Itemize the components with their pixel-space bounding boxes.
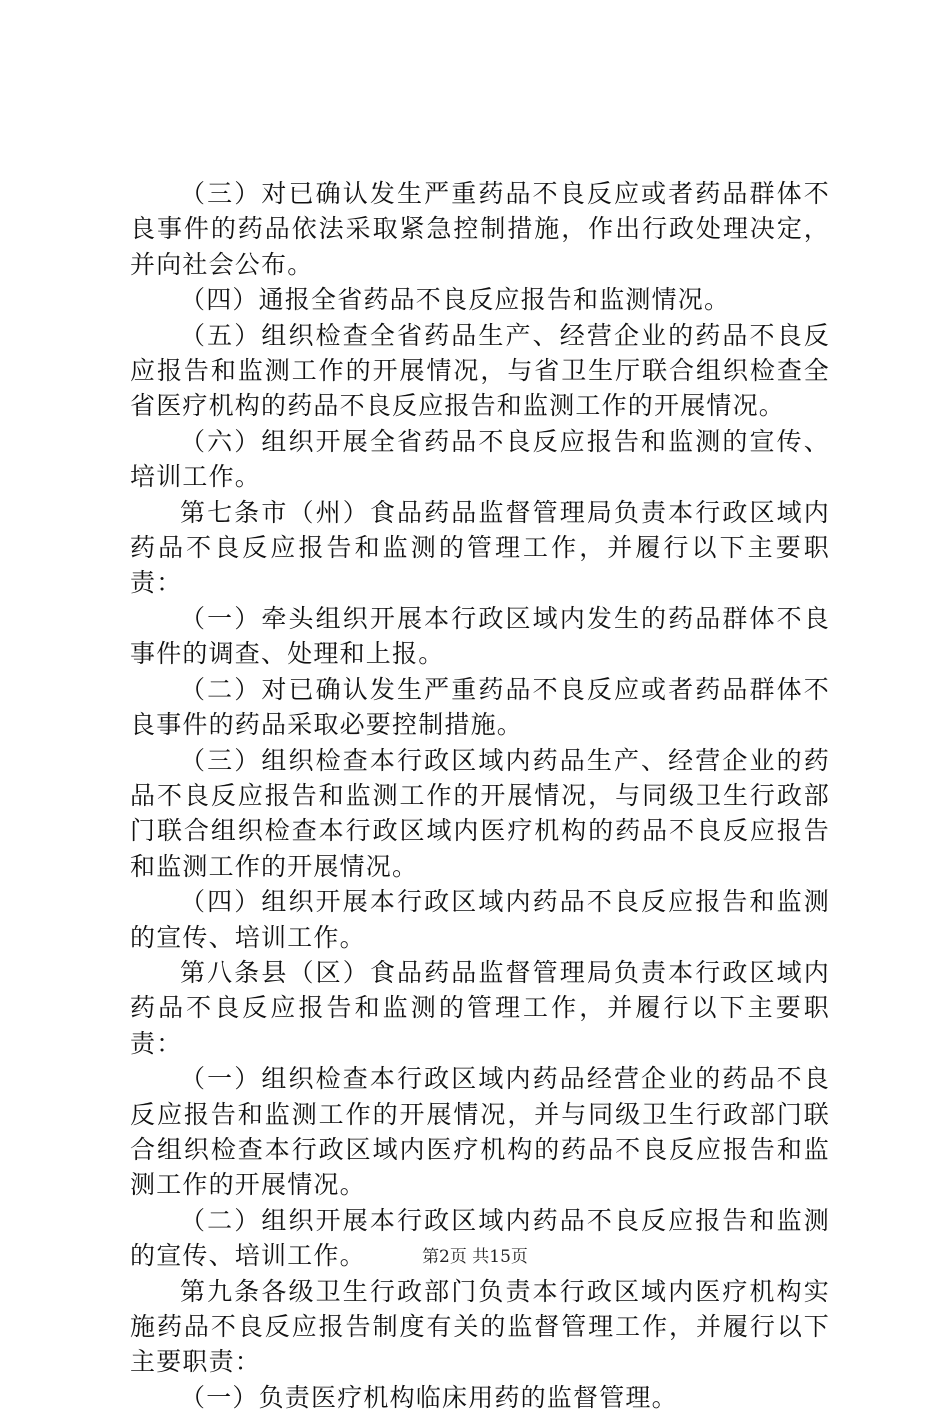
paragraph: （二）组织开展本行政区域内药品不良反应报告和监测的宣传、培训工作。 bbox=[130, 1205, 830, 1271]
paragraph: （四）组织开展本行政区域内药品不良反应报告和监测的宣传、培训工作。 bbox=[130, 887, 830, 952]
paragraph: （六）组织开展全省药品不良反应报告和监测的宣传、培训工作。 bbox=[130, 426, 830, 492]
page-number-footer: 第2页 共15页 bbox=[422, 1247, 528, 1267]
document-body bbox=[130, 176, 830, 1415]
paragraph: （二）对已确认发生严重药品不良反应或者药品群体不良事件的药品采取必要控制措施。 bbox=[130, 674, 830, 740]
article-heading-paragraph: 第七条市（州）食品药品监督管理局负责本行政区域内药品不良反应报告和监测的管理工作，并履行以下主要职责： bbox=[130, 497, 830, 598]
paragraph: （四）通报全省药品不良反应报告和监测情况。 bbox=[180, 285, 731, 315]
paragraph: （三）组织检查本行政区域内药品生产、经营企业的药品不良反应报告和监测工作的开展情况，与同级卫生行政部门联合组织检查本行政区域内医疗机构的药品不良反应报告和监测工作的开展情况。 bbox=[130, 745, 830, 881]
paragraph: （一）组织检查本行政区域内药品经营企业的药品不良反应报告和监测工作的开展情况，并与同级卫生行政部门联合组织检查本行政区域内医疗机构的药品不良反应报告和监测工作的开展情况。 bbox=[130, 1064, 830, 1200]
article-heading-paragraph: 第九条各级卫生行政部门负责本行政区域内医疗机构实施药品不良反应报告制度有关的监督管理工作，并履行以下主要职责： bbox=[130, 1276, 830, 1377]
paragraph: （三）对已确认发生严重药品不良反应或者药品群体不良事件的药品依法采取紧急控制措施，作出行政处理决定，并向社会公布。 bbox=[130, 179, 830, 279]
paragraph: （五）组织检查全省药品生产、经营企业的药品不良反应报告和监测工作的开展情况，与省卫生厅联合组织检查全省医疗机构的药品不良反应报告和监测工作的开展情况。 bbox=[130, 320, 830, 421]
article-heading-paragraph: 第八条县（区）食品药品监督管理局负责本行政区域内药品不良反应报告和监测的管理工作，并履行以下主要职责： bbox=[130, 957, 830, 1058]
paragraph: （一）牵头组织开展本行政区域内发生的药品群体不良事件的调查、处理和上报。 bbox=[130, 603, 830, 669]
paragraph: （一）负责医疗机构临床用药的监督管理。 bbox=[180, 1382, 678, 1412]
